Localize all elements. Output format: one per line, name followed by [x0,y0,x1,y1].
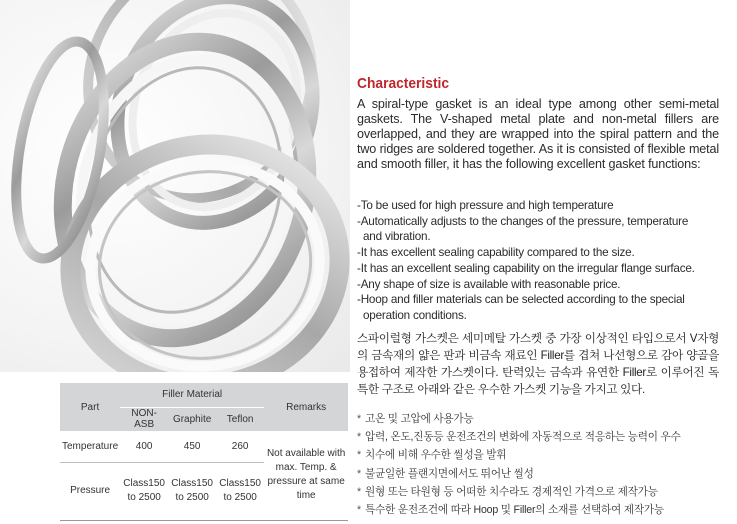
korean-feature-item: * 치수에 비해 우수한 씰성을 발휘 [357,449,507,462]
feature-item: -It has excellent sealing capability compared to the size. [357,246,635,260]
table-cell: Class150 to 2500 [219,478,261,503]
section-heading: Characteristic [357,75,450,92]
korean-feature-item: * 고온 및 고압에 사용가능 [357,413,474,425]
table-cell: 260 [231,440,249,452]
feature-item: -Automatically adjusts to the changes of the pressure, temperature and vibration. [357,214,689,244]
table-row [60,431,348,462]
table-cell: 450 [183,440,201,452]
korean-intro-paragraph: 스파이럴형 가스켓은 세미메탈 가스켓 중 가장 이상적인 타입으로서 V자형의 금속재의 얇은 판과 비금속 재료인 Filler를 겹쳐 나선형으로 감아 양골을 용접하여 제작한 가스켓이다. 탄력있는 금속과 유연한 Filler로 이루어진 독특한 구조로 아래와 같은 우수한 가스켓 기능을 가지고 있다. [357,332,719,396]
table-cell: Class150 to 2500 [123,478,165,503]
korean-feature-item: * 원형 또는 타원형 등 어떠한 치수라도 경제적인 가격으로 제작가능 [357,485,658,498]
feature-list [357,198,737,324]
feature-item: -Any shape of size is available with reasonable price. [357,277,621,291]
korean-feature-item: * 특수한 운전조건에 따라 Hoop 및 Filler의 소재를 선택하여 제작가능 [357,504,664,517]
filler-col-teflon: Teflon [226,413,254,425]
korean-feature-item: * 불균일한 플랜지면에서도 뛰어난 씰성 [357,467,534,480]
filler-material-header: Filler Material [120,383,264,407]
filler-col-graphite: Graphite [172,413,212,425]
spec-table [60,383,348,521]
remarks-cell: Not available with max. Temp. & pressure at same time [264,431,348,520]
feature-item: -It has an excellent sealing capability on the irregular flange surface. [357,261,695,275]
intro-paragraph: A spiral-type gasket is an ideal type among other semi-metal gaskets. The V-shaped metal plate and non-metal fillers are overlapped, and they are wrapped into the spiral pattern and the two ridges are soldered together. As it is consisted of flexible metal and smooth filler, it has the following excellent gasket functions: [357,97,719,171]
part-header: Part [80,401,100,413]
spiral-gasket-rings-image [0,0,350,372]
row-label: Pressure [70,485,111,496]
table-cell: Class150 to 2500 [171,478,213,503]
korean-feature-item: * 압력, 온도,진동등 운전조건의 변화에 자동적으로 적응하는 능력이 우수 [357,431,681,444]
row-label: Temperature [62,440,119,452]
feature-item: -Hoop and filler materials can be selected according to the special operation conditions. [357,293,685,322]
remarks-header: Remarks [286,401,327,413]
feature-item: -To be used for high pressure and high temperature [357,199,614,212]
filler-col-non-asb: NON-ASB [131,408,157,431]
gasket-photo [0,0,350,372]
table-cell: 400 [135,440,153,452]
korean-feature-list [357,410,737,519]
